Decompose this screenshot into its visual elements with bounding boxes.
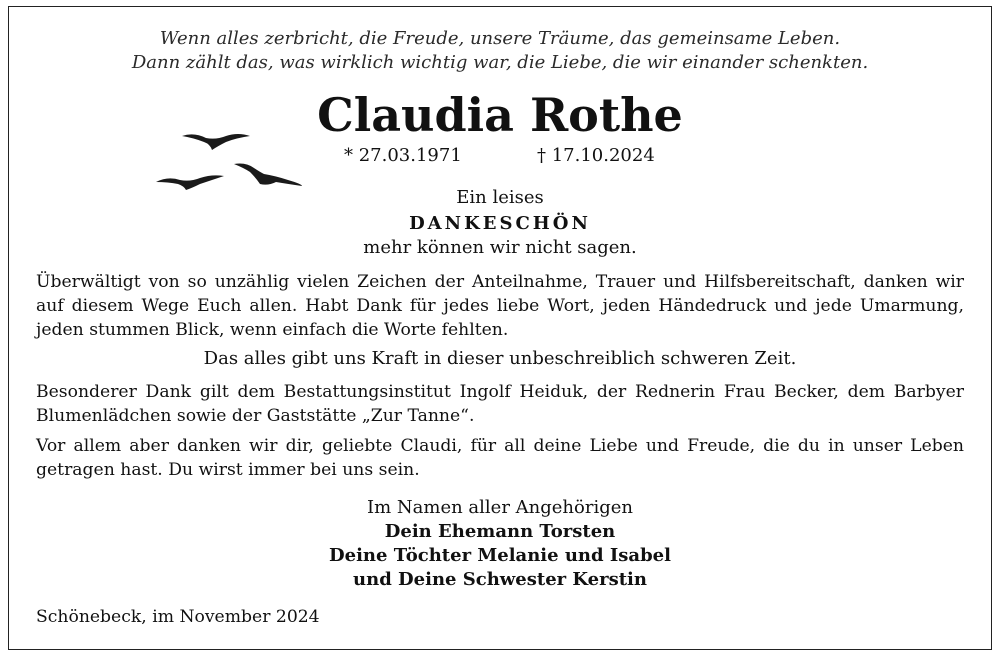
signature-line-1: Dein Ehemann Torsten	[384, 521, 616, 542]
body-paragraph-4: Vor allem aber danken wir dir, geliebte Claudi, für all deine Liebe und Freude, die du in unser Leben getragen hast. Du wirst immer bei uns sein.	[36, 436, 964, 480]
birth-date: * 27.03.1971	[344, 145, 462, 166]
body-paragraph-1: Überwältigt von so unzählig vielen Zeichen der Anteilnahme, Trauer und Hilfsbereitschaft, danken wir auf diesem Wege Euch allen. Habt Dank für jedes liebe Wort, jeden Händedruck und jede Umarmung, jeden stummen Blick, wenn einfach die Worte fehlten.	[36, 272, 964, 340]
body-paragraph-3: Besonderer Dank gilt dem Bestattungsinstitut Ingolf Heiduk, der Rednerin Frau Becker, dem Barbyer Blumenlädchen sowie der Gaststätte „Zur Tanne“.	[36, 382, 964, 426]
deceased-name: Claudia Rothe	[317, 88, 683, 142]
motto-line-1: Wenn alles zerbricht, die Freude, unsere Träume, das gemeinsame Leben.	[159, 28, 841, 49]
place-and-date: Schönebeck, im November 2024	[36, 607, 320, 627]
signature-line-3: und Deine Schwester Kerstin	[353, 569, 647, 590]
thanks-headline: DANKESCHÖN	[409, 213, 591, 234]
motto-line-2: Dann zählt das, was wirklich wichtig war, die Liebe, die wir einander schenkten.	[131, 52, 869, 73]
death-date: † 17.10.2024	[537, 145, 655, 166]
thanks-intro: Ein leises	[456, 187, 544, 208]
body-paragraph-2: Das alles gibt uns Kraft in dieser unbeschreiblich schweren Zeit.	[203, 348, 797, 369]
signature-line-2: Deine Töchter Melanie und Isabel	[329, 545, 671, 566]
signature-intro: Im Namen aller Angehörigen	[367, 497, 633, 518]
thanks-subline: mehr können wir nicht sagen.	[363, 237, 637, 258]
